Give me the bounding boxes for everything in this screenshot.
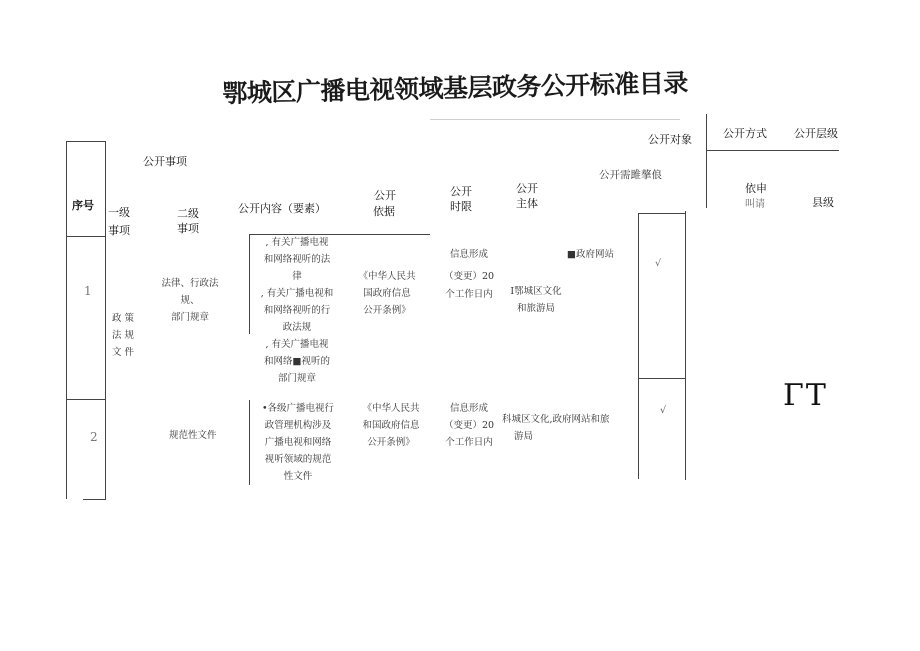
right-col-left bbox=[638, 213, 639, 479]
header-level1b: 事项 bbox=[108, 224, 130, 237]
row-divider bbox=[66, 399, 105, 400]
row2-subject: 科城区文化,政府网站和旅 游局 bbox=[502, 414, 610, 442]
top-border bbox=[66, 141, 105, 142]
header-level: 公开层级 bbox=[794, 127, 838, 140]
header-method: 公开方式 bbox=[723, 127, 767, 140]
row2-seq: 2 bbox=[90, 430, 98, 444]
header-seq: 序号 bbox=[72, 199, 94, 212]
header-apply-b: 叫请 bbox=[745, 199, 765, 210]
right-header-vertical bbox=[706, 114, 707, 208]
header-bottom-rule bbox=[66, 236, 105, 237]
row1-seq: 1 bbox=[84, 284, 92, 298]
left-border bbox=[66, 141, 67, 499]
header-public-matter: 公开事项 bbox=[143, 155, 187, 168]
header-content: 公开内容（要素） bbox=[238, 202, 326, 215]
row1-level2: 法律、行政法 规、 部门规章 bbox=[161, 278, 219, 323]
header-apply-a: 依申 bbox=[745, 182, 767, 195]
row1-basis: 《中华人民共 国政府信息 公开条例》 bbox=[358, 271, 416, 316]
row1-channel: ■政府网站 bbox=[567, 249, 614, 260]
row2-level2: 规范性文件 bbox=[169, 430, 217, 441]
right-col-divider bbox=[638, 378, 685, 379]
row2-check: √ bbox=[660, 405, 667, 416]
row1-content: , 有关广播电视 和网络视听的法 律 , 有关广播电视和 和网络视听的行 政法规 , 有关广播电视 和网络■视听的 部门规章 bbox=[260, 237, 334, 384]
right-col-right bbox=[685, 211, 686, 480]
header-level2b: 事项 bbox=[177, 222, 199, 235]
row2-time: 信息形成 （变更）20 个工作日内 bbox=[443, 403, 495, 448]
row1-check: √ bbox=[655, 258, 662, 269]
page-title: 鄂城区广播电视领域基层政务公开标准目录 bbox=[222, 68, 689, 108]
header-level2: 二级 bbox=[177, 207, 199, 220]
row1-subject: I鄂城区文化 和旅游局 bbox=[510, 286, 562, 314]
bottom-border bbox=[83, 499, 105, 500]
header-time-b: 时限 bbox=[450, 200, 472, 213]
header-channel: 公开需雎摮俍 bbox=[599, 169, 662, 181]
header-basis-a: 公开 bbox=[374, 189, 396, 202]
right-header-horizontal bbox=[706, 150, 839, 151]
header-subject-b: 主体 bbox=[516, 197, 538, 210]
row1-level1: 政 策 法 规 文 件 bbox=[111, 313, 135, 358]
header-level1: 一级 bbox=[108, 206, 130, 219]
title-underline bbox=[430, 119, 680, 120]
header-target: 公开对象 bbox=[648, 133, 692, 146]
header-county: 县级 bbox=[812, 196, 834, 209]
header-basis-b: 依据 bbox=[373, 205, 395, 218]
row2-basis: 《中华人民共 和国政府信息 公开条例》 bbox=[362, 403, 420, 448]
stray-mark: ΓΤ bbox=[783, 378, 828, 413]
row1-time: 信息形成 （变更）20 个工作日内 bbox=[443, 249, 495, 300]
header-subject-a: 公开 bbox=[516, 182, 538, 195]
seq-column-right bbox=[105, 141, 106, 500]
header-time-a: 公开 bbox=[450, 185, 472, 198]
row2-content: •各级广播电视行 政管理机构涉及 广播电视和网络 视听领域的规范 性文件 bbox=[261, 403, 335, 482]
right-col-top bbox=[638, 213, 685, 214]
